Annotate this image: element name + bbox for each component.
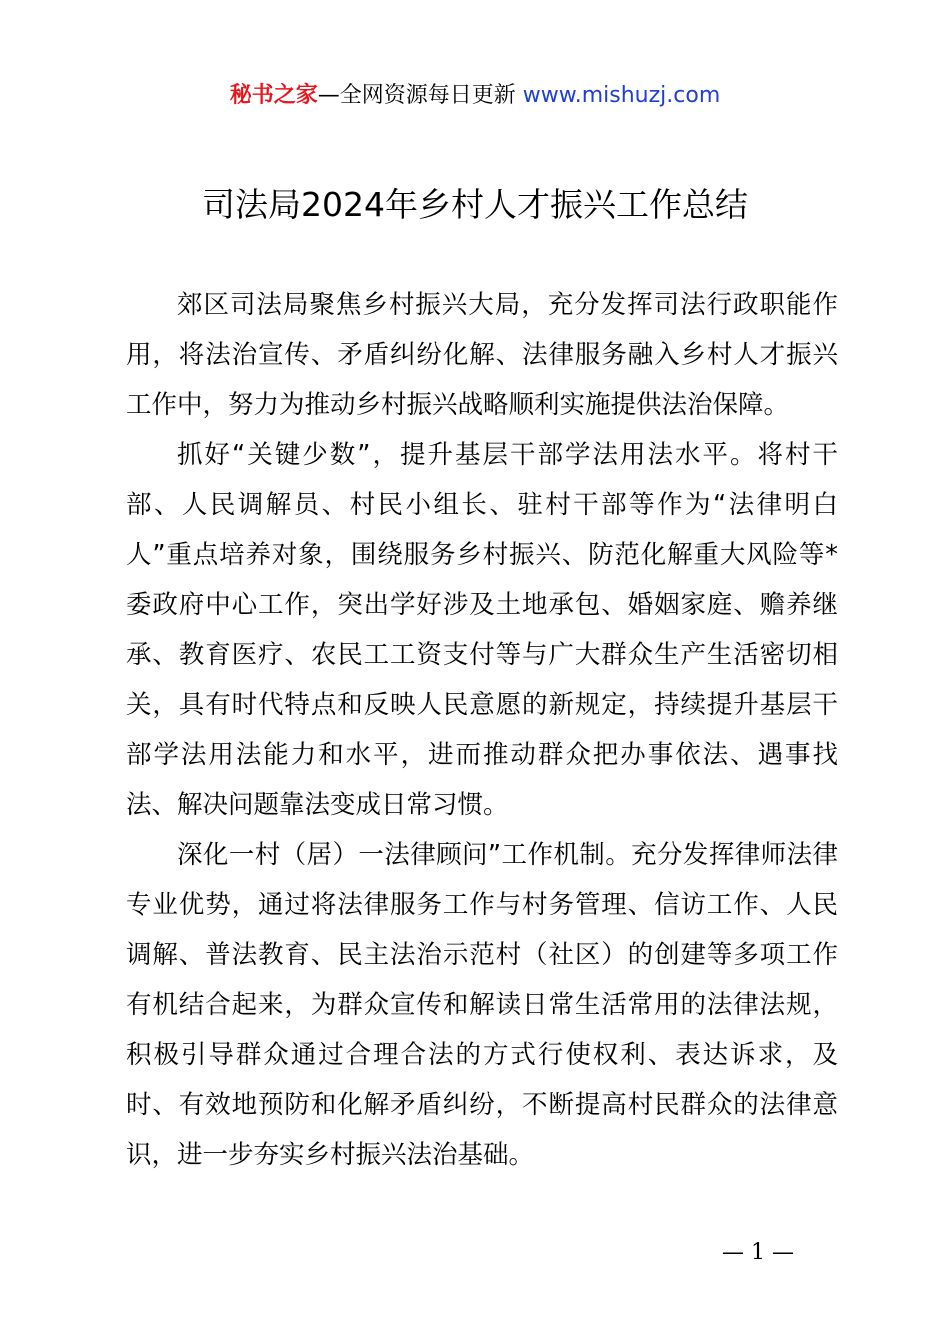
page-number: — 1 — (722, 1240, 794, 1265)
document-body (126, 280, 838, 1180)
paragraph-legal-advisor: 深化一村（居）一法律顾问”工作机制。充分发挥律师法律专业优势，通过将法律服务工作与村务管理、信访工作、人民调解、普法教育、民主法治示范村（社区）的创建等多项工作有机结合起来，为群众宣传和解读日常生活常用的法律法规，积极引导群众通过合理合法的方式行使权利、表达诉求，及时、有效地预防和化解矛盾纠纷，不断提高村民群众的法律意识，进一步夯实乡村振兴法治基础。 (126, 840, 838, 1170)
site-tagline: —全网资源每日更新 (317, 83, 516, 108)
document-title: 司法局2024年乡村人才振兴工作总结 (202, 185, 748, 224)
site-header (0, 80, 950, 112)
paragraph-key-minority: 抓好“关键少数”，提升基层干部学法用法水平。将村干部、人民调解员、村民小组长、驻村干部等作为“法律明白人”重点培养对象，围绕服务乡村振兴、防范化解重大风险等*委政府中心工作，突出学好涉及土地承包、婚姻家庭、赡养继承、教育医疗、农民工工资支付等与广大群众生产生活密切相关，具有时代特点和反映人民意愿的新规定，持续提升基层干部学法用法能力和水平，进而推动群众把办事依法、遇事找法、解决问题靠法变成日常习惯。 (126, 440, 838, 820)
site-url-link[interactable]: www.mishuzj.com (522, 83, 721, 108)
paragraph-intro: 郊区司法局聚焦乡村振兴大局，充分发挥司法行政职能作用，将法治宣传、矛盾纠纷化解、法律服务融入乡村人才振兴工作中，努力为推动乡村振兴战略顺利实施提供法治保障。 (126, 290, 838, 420)
site-brand: 秘书之家 (229, 83, 318, 108)
